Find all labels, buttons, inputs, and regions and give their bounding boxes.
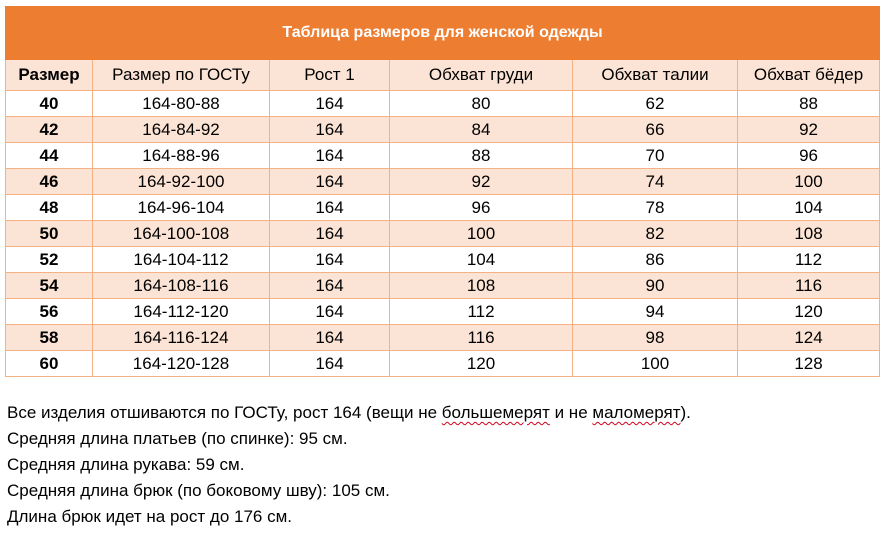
table-title: Таблица размеров для женской одежды <box>6 7 880 60</box>
column-header-gost-size: Размер по ГОСТу <box>93 60 270 91</box>
hips-cell: 112 <box>738 247 880 273</box>
table-row <box>6 195 880 221</box>
size-cell: 60 <box>6 351 93 377</box>
hips-cell: 92 <box>738 117 880 143</box>
table-row <box>6 247 880 273</box>
misspelled-word: большемерят <box>441 403 550 422</box>
gost-size-cell: 164-120-128 <box>93 351 270 377</box>
gost-size-cell: 164-108-116 <box>93 273 270 299</box>
height-cell: 164 <box>270 325 390 351</box>
chest-cell: 80 <box>390 91 573 117</box>
table-title-row <box>6 7 880 60</box>
hips-cell: 104 <box>738 195 880 221</box>
height-cell: 164 <box>270 221 390 247</box>
note-line-gost <box>7 400 877 426</box>
table-row <box>6 143 880 169</box>
gost-size-cell: 164-88-96 <box>93 143 270 169</box>
waist-cell: 66 <box>573 117 738 143</box>
gost-size-cell: 164-116-124 <box>93 325 270 351</box>
chest-cell: 108 <box>390 273 573 299</box>
waist-cell: 90 <box>573 273 738 299</box>
waist-cell: 62 <box>573 91 738 117</box>
gost-size-cell: 164-80-88 <box>93 91 270 117</box>
chest-cell: 96 <box>390 195 573 221</box>
hips-cell: 96 <box>738 143 880 169</box>
chest-cell: 88 <box>390 143 573 169</box>
height-cell: 164 <box>270 351 390 377</box>
size-cell: 58 <box>6 325 93 351</box>
gost-size-cell: 164-84-92 <box>93 117 270 143</box>
notes-block <box>7 400 877 530</box>
size-cell: 50 <box>6 221 93 247</box>
column-header-waist: Обхват талии <box>573 60 738 91</box>
chest-cell: 116 <box>390 325 573 351</box>
height-cell: 164 <box>270 143 390 169</box>
height-cell: 164 <box>270 273 390 299</box>
gost-size-cell: 164-104-112 <box>93 247 270 273</box>
column-header-height: Рост 1 <box>270 60 390 91</box>
height-cell: 164 <box>270 91 390 117</box>
hips-cell: 100 <box>738 169 880 195</box>
waist-cell: 74 <box>573 169 738 195</box>
waist-cell: 82 <box>573 221 738 247</box>
hips-cell: 128 <box>738 351 880 377</box>
note-line-trousers-height: Длина брюк идет на рост до 176 см. <box>7 507 292 526</box>
height-cell: 164 <box>270 117 390 143</box>
table-row <box>6 169 880 195</box>
gost-size-cell: 164-92-100 <box>93 169 270 195</box>
note-text: Все изделия отшиваются по ГОСТу, рост 164 (вещи не <box>7 403 442 422</box>
note-text: и не <box>549 403 593 422</box>
hips-cell: 116 <box>738 273 880 299</box>
hips-cell: 124 <box>738 325 880 351</box>
gost-size-cell: 164-112-120 <box>93 299 270 325</box>
chest-cell: 104 <box>390 247 573 273</box>
size-cell: 48 <box>6 195 93 221</box>
waist-cell: 86 <box>573 247 738 273</box>
table-row <box>6 351 880 377</box>
waist-cell: 78 <box>573 195 738 221</box>
waist-cell: 70 <box>573 143 738 169</box>
size-cell: 52 <box>6 247 93 273</box>
table-row <box>6 117 880 143</box>
size-cell: 54 <box>6 273 93 299</box>
hips-cell: 88 <box>738 91 880 117</box>
size-cell: 56 <box>6 299 93 325</box>
chest-cell: 120 <box>390 351 573 377</box>
waist-cell: 98 <box>573 325 738 351</box>
chest-cell: 84 <box>390 117 573 143</box>
column-header-size: Размер <box>6 60 93 91</box>
table-row <box>6 91 880 117</box>
height-cell: 164 <box>270 195 390 221</box>
height-cell: 164 <box>270 299 390 325</box>
size-cell: 44 <box>6 143 93 169</box>
note-line-sleeve-length: Средняя длина рукава: 59 см. <box>7 455 245 474</box>
table-row <box>6 325 880 351</box>
table-row <box>6 221 880 247</box>
table-header-row <box>6 60 880 91</box>
hips-cell: 108 <box>738 221 880 247</box>
size-cell: 46 <box>6 169 93 195</box>
misspelled-word: маломерят <box>592 403 681 422</box>
size-table <box>5 6 880 377</box>
table-row <box>6 299 880 325</box>
chest-cell: 92 <box>390 169 573 195</box>
chest-cell: 100 <box>390 221 573 247</box>
hips-cell: 120 <box>738 299 880 325</box>
note-text: ). <box>680 403 691 422</box>
chest-cell: 112 <box>390 299 573 325</box>
table-row <box>6 273 880 299</box>
column-header-hips: Обхват бёдер <box>738 60 880 91</box>
waist-cell: 94 <box>573 299 738 325</box>
size-cell: 42 <box>6 117 93 143</box>
height-cell: 164 <box>270 247 390 273</box>
gost-size-cell: 164-96-104 <box>93 195 270 221</box>
note-line-dress-length: Средняя длина платьев (по спинке): 95 см. <box>7 429 348 448</box>
column-header-chest: Обхват груди <box>390 60 573 91</box>
gost-size-cell: 164-100-108 <box>93 221 270 247</box>
height-cell: 164 <box>270 169 390 195</box>
size-cell: 40 <box>6 91 93 117</box>
waist-cell: 100 <box>573 351 738 377</box>
table-body <box>6 91 880 377</box>
note-line-trousers-length: Средняя длина брюк (по боковому шву): 105 см. <box>7 481 390 500</box>
